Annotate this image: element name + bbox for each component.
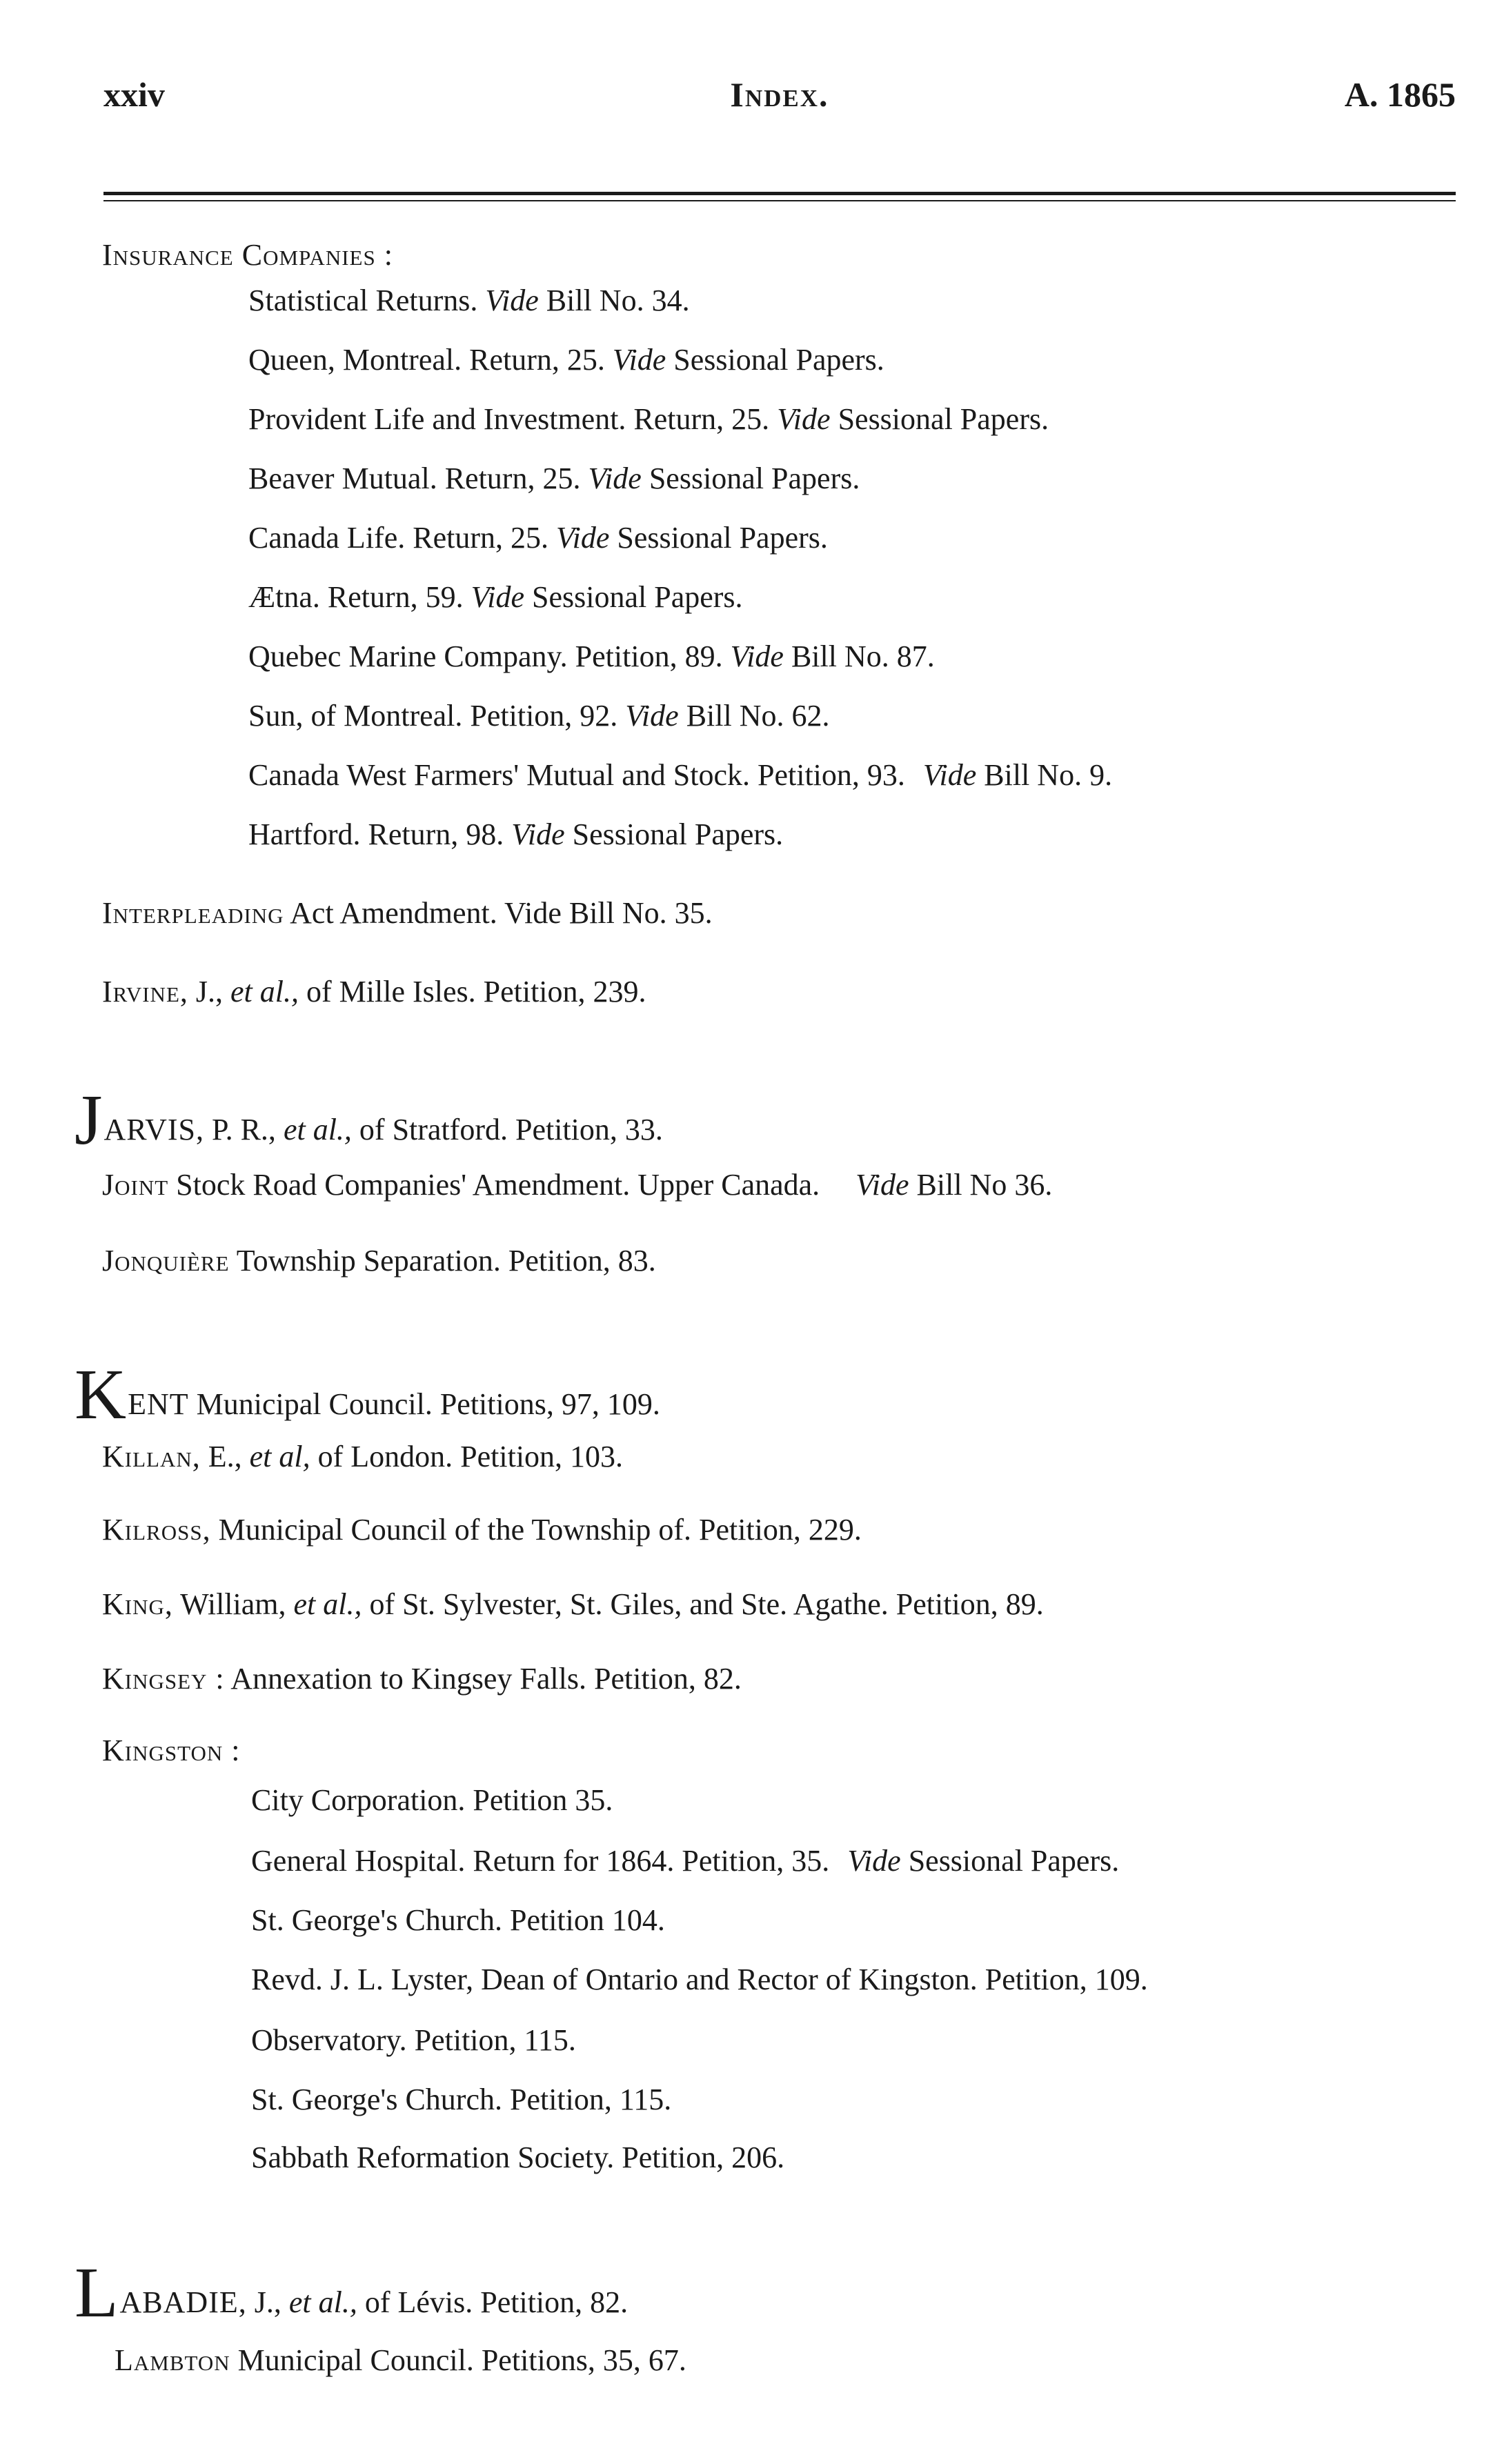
index-subentry: Canada West Farmers' Mutual and Stock. Petition, 93. Vide Bill No. 9. xyxy=(248,758,1113,792)
index-entry-jonquiere: Jonquière Township Separation. Petition, 83. xyxy=(102,1244,656,1278)
index-subentry: Revd. J. L. Lyster, Dean of Ontario and Rector of Kingston. Petition, 109. xyxy=(251,1963,1148,1996)
index-subentry: St. George's Church. Petition, 115. xyxy=(251,2083,672,2116)
index-subentry: Observatory. Petition, 115. xyxy=(251,2023,576,2057)
page-header xyxy=(103,74,1456,137)
index-entry-king: King, William, et al., of St. Sylvester, St. Giles, and Ste. Agathe. Petition, 89. xyxy=(102,1587,1044,1621)
index-subentry: City Corporation. Petition 35. xyxy=(251,1783,613,1817)
page-number: xxiv xyxy=(103,75,165,114)
index-subentry: Provident Life and Investment. Return, 25. Vide Sessional Papers. xyxy=(248,402,1049,436)
index-entry-jarvis: JARVIS, P. R., et al., of Stratford. Petition, 33. xyxy=(75,1080,663,1160)
drop-initial: K xyxy=(75,1355,127,1434)
index-subentry: Hartford. Return, 98. Vide Sessional Papers. xyxy=(248,817,784,851)
index-subentry: Queen, Montreal. Return, 25. Vide Sessional Papers. xyxy=(248,343,884,377)
header-rule-thick xyxy=(103,192,1456,195)
index-subentry: Beaver Mutual. Return, 25. Vide Sessional Papers. xyxy=(248,461,860,495)
index-entry-killan: Killan, E., et al, of London. Petition, 103. xyxy=(102,1440,624,1473)
index-entry-interpleading: Interpleading Act Amendment. Vide Bill No. 35. xyxy=(102,896,713,930)
index-subentry: Sabbath Reformation Society. Petition, 206. xyxy=(251,2140,785,2174)
drop-initial: J xyxy=(75,1080,103,1160)
index-entry-irvine: Irvine, J., et al., of Mille Isles. Petition, 239. xyxy=(102,975,646,1009)
index-entry-lambton: Lambton Municipal Council. Petitions, 35, 67. xyxy=(115,2343,686,2377)
index-subentry: Quebec Marine Company. Petition, 89. Vide Bill No. 87. xyxy=(248,639,935,673)
index-subentry: Ætna. Return, 59. Vide Sessional Papers. xyxy=(248,580,743,614)
index-entry-joint: Joint Stock Road Companies' Amendment. Upper Canada. Vide Bill No 36. xyxy=(102,1168,1053,1202)
index-subentry: Statistical Returns. Vide Bill No. 34. xyxy=(248,284,690,317)
index-heading-kingston: Kingston : xyxy=(102,1733,241,1767)
index-entry-kilross: Kilross, Municipal Council of the Township of. Petition, 229. xyxy=(102,1513,862,1547)
index-subentry: Sun, of Montreal. Petition, 92. Vide Bill No. 62. xyxy=(248,699,830,733)
header-rule-thin xyxy=(103,200,1456,201)
page-title: Index. xyxy=(730,75,829,114)
drop-initial: L xyxy=(75,2253,119,2332)
index-subentry: St. George's Church. Petition 104. xyxy=(251,1903,665,1937)
index-heading-insurance: Insurance Companies : xyxy=(102,238,393,272)
index-entry-kingsey: Kingsey : Annexation to Kingsey Falls. Petition, 82. xyxy=(102,1662,742,1696)
index-entry-labadie: LABADIE, J., et al., of Lévis. Petition, 82. xyxy=(75,2253,629,2332)
index-subentry: General Hospital. Return for 1864. Petition, 35. Vide Sessional Papers. xyxy=(251,1844,1120,1878)
index-subentry: Canada Life. Return, 25. Vide Sessional Papers. xyxy=(248,521,828,555)
page-series: A. 1865 xyxy=(1344,75,1456,114)
index-entry-kent: KENT Municipal Council. Petitions, 97, 109. xyxy=(75,1355,660,1434)
